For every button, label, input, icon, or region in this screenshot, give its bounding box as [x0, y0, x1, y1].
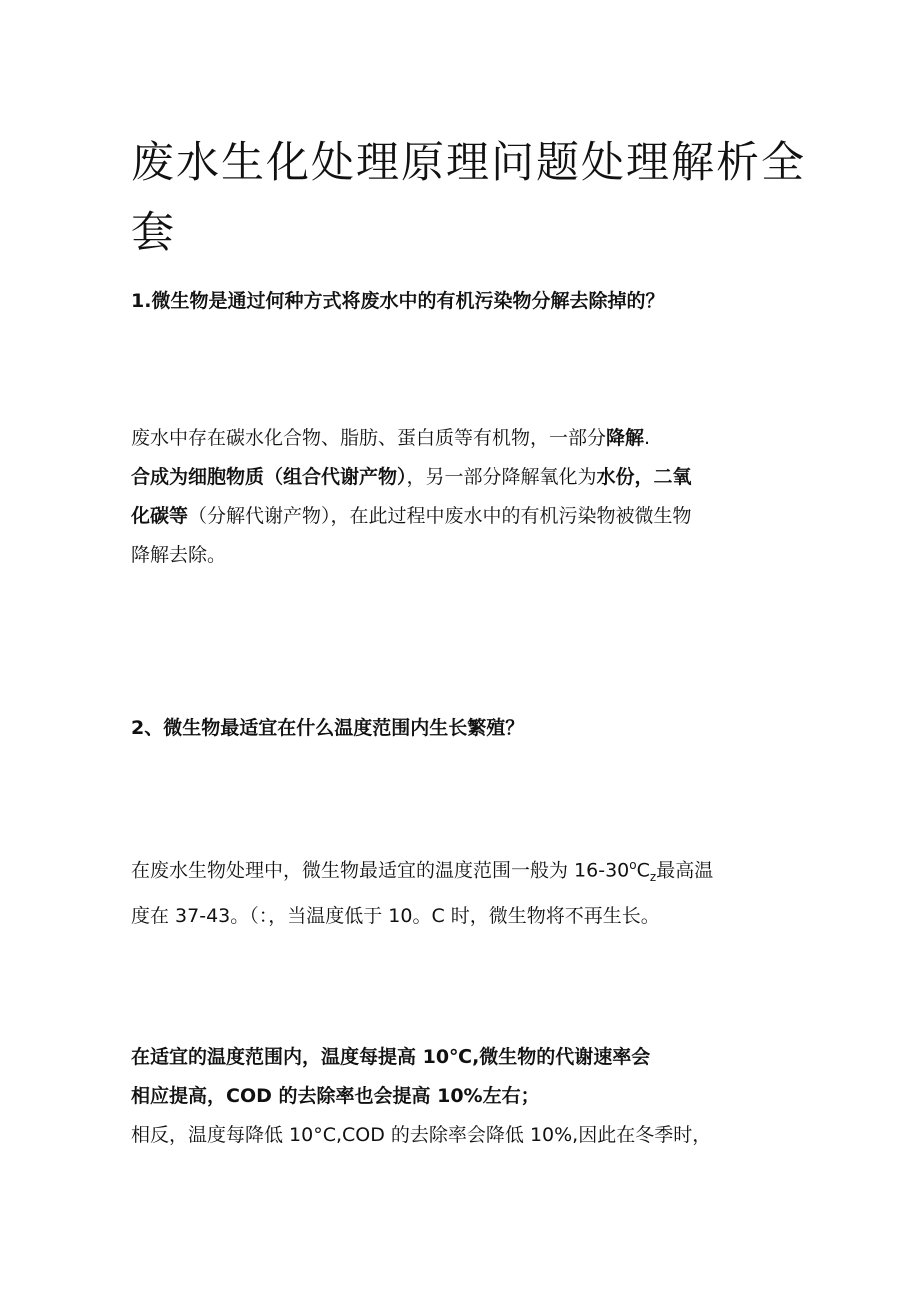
- answer-1-line-1-text: 废水中存在碳水化合物、脂肪、蛋白质等有机物，一部分: [131, 427, 607, 449]
- subscript-z: z: [649, 870, 657, 885]
- question-1-answer: [131, 419, 796, 575]
- answer-2-line-1-text: 在废水生物处理中，微生物最适宜的温度范围一般为 16-30: [131, 859, 630, 882]
- question-2-answer: [131, 846, 796, 936]
- answer-1-line-1: [131, 419, 796, 458]
- answer-1-line-3-bold: 化碳等: [131, 505, 189, 527]
- answer-1-line-4: 降解去除。: [131, 544, 227, 566]
- celsius-letter: C: [636, 859, 650, 882]
- answer-1-line-3-text: （分解代谢产物），在此过程中废水中的有机污染物被微生物: [188, 505, 692, 527]
- degree-superscript: o: [629, 858, 637, 872]
- answer-1-line-1-end: .: [644, 427, 651, 449]
- document-title: 废水生化处理原理问题处理解析全套: [131, 138, 806, 258]
- question-2-heading: 2、微生物最适宜在什么温度范围内生长繁殖？: [131, 717, 525, 739]
- answer-2-line-2: 度在 37-43。（：，当温度低于 10。C 时，微生物将不再生长。: [131, 905, 660, 928]
- answer-1-line-2: [131, 458, 796, 497]
- answer-1-line-3: [131, 497, 796, 536]
- question-1-heading: 1.微生物是通过何种方式将废水中的有机污染物分解去除掉的？: [131, 290, 665, 312]
- temperature-effect-line-3: 相反，温度每降低 10°C,COD 的去除率会降低 10%,因此在冬季时，: [131, 1124, 712, 1146]
- answer-2-line-1: [131, 846, 796, 897]
- answer-2-line-1-end: 最高温: [656, 859, 714, 882]
- temperature-effect-line-1: 在适宜的温度范围内，温度每提高 10℃,微生物的代谢速率会: [131, 1046, 651, 1068]
- answer-1-line-2-bold-end: 水份，二氧: [596, 466, 692, 488]
- answer-1-line-2-bold: 合成为细胞物质（组合代谢产物）: [131, 466, 407, 488]
- temperature-effect-line-2: 相应提高，COD 的去除率也会提高 10%左右；: [131, 1085, 540, 1107]
- answer-1-line-2-text: ，另一部分降解氧化为: [406, 466, 597, 488]
- temperature-effect-paragraph: [131, 1038, 796, 1155]
- answer-1-line-1-bold: 降解: [606, 427, 645, 449]
